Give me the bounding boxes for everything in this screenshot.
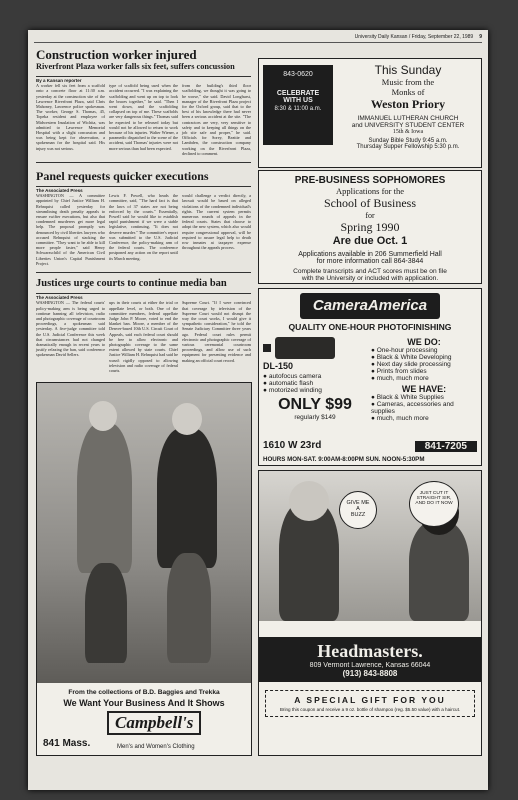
camera-features bbox=[263, 373, 367, 394]
biz-line4: for bbox=[365, 211, 375, 220]
headmasters-phone: (913) 843-8808 bbox=[342, 669, 398, 678]
camera-hours: HOURS MON-SAT. 9:00AM-8:00PM SUN. NOON-5:30PM bbox=[263, 456, 425, 463]
church-title1: This Sunday bbox=[374, 63, 442, 77]
camera-brand-icon bbox=[263, 344, 271, 352]
camera-icon bbox=[275, 337, 335, 359]
church-title2: Music from the bbox=[381, 77, 435, 87]
camera-feature: ● autofocus camera bbox=[263, 373, 367, 380]
we-have-item: ● Black & White Supplies bbox=[371, 394, 477, 401]
speech-bubble-buzz bbox=[339, 491, 377, 529]
biz-line9: Complete transcripts and ACT scores must be on file bbox=[293, 268, 447, 275]
church-bible-study: Sunday Bible Study 9:45 a.m. bbox=[368, 138, 448, 144]
church-address: 15th & Iowa bbox=[392, 129, 424, 135]
we-have-title: WE HAVE: bbox=[401, 384, 447, 394]
church-ad bbox=[258, 58, 482, 168]
biz-line3: School of Business bbox=[323, 196, 416, 210]
story3-col3: Supreme Court. "If I were convinced that coverage by television of the Supreme Court would not disrupt the way the court works, I would give it sympathetic consideration," he told the Senate Judiciary Committee three years ago. Federal court rules permit electronic and photographic coverage of various ceremonial courtroom proceedings, and allow use of such equipment for presenting evidence and making an official court record. bbox=[182, 300, 251, 363]
biz-line5: Spring 1990 bbox=[340, 220, 400, 234]
header-dateline: University Daily Kansan / Friday, September 22, 1989 bbox=[354, 34, 474, 40]
bubble1-line1: GIVE ME bbox=[346, 500, 370, 506]
we-do-item: ● Prints from slides bbox=[371, 368, 477, 375]
we-do-title: WE DO: bbox=[407, 337, 441, 347]
camera-america-logo: CameraAmerica bbox=[300, 293, 440, 319]
badge-celebrate: CELEBRATE bbox=[276, 90, 320, 97]
business-school-ad bbox=[258, 170, 482, 284]
biz-line8: for more information call 864-3844 bbox=[316, 258, 424, 265]
biz-line2: Applications for the bbox=[336, 186, 404, 196]
campbells-slogan: We Want Your Business And It Shows bbox=[63, 698, 225, 708]
camera-feature: ● motorized winding bbox=[263, 387, 367, 394]
coupon-fineprint: Bring this coupon and receive a 9 oz. bottle of shampoo (reg. $5.50 value) with a haircut. bbox=[279, 707, 461, 712]
story1-col1: A worker fell six feet from a scaffold onto a concrete floor at 11:30 a.m. yesterday at the construction site of the Lawrence Riverfront Plaza, said Chris Mahoney, Lawrence police spokesman. The worker, George S. Thomas, 45, Topeka resident and employee of Midwestern Insulation of Wichita, was admitted to Lawrence Memorial Hospital with a slight concussion and was being kept for observation, a spokesman for the hospital said. His injury was not serious. bbox=[36, 83, 105, 151]
we-have-item: ● much, much more bbox=[371, 415, 477, 422]
bubble1-line2: A bbox=[356, 506, 360, 512]
story2-col1: WASHINGTON — A committee appointed by Chief Justice William H. Rehnquist called yesterday for streamlining death penalty appeals to ensure swifter executions, but also that condemned murderers get more legal help. The proposal promptly was denounced by civil liberties lawyers who accused Rehnquist of stacking the committee. "They want to be able to kill more people faster," said Henry Schwarzschild of the American Civil Liberties Union's Capital Punishment Project. bbox=[36, 193, 105, 266]
church-title3: Monks of bbox=[391, 87, 425, 97]
campbells-collections: From the collections of B.D. Baggies and Trekka bbox=[68, 689, 220, 696]
church-title4: Weston Priory bbox=[370, 97, 446, 111]
story3-headline: Justices urge courts to continue media ban bbox=[36, 278, 227, 290]
celebrate-badge bbox=[263, 65, 333, 145]
biz-line10: with the University or included with application. bbox=[301, 275, 439, 282]
story3-byline: The Associated Press bbox=[36, 293, 251, 300]
biz-line6: Are due Oct. 1 bbox=[332, 235, 408, 247]
camera-phone: 841-7205 bbox=[415, 441, 477, 452]
headmasters-coupon bbox=[265, 690, 475, 717]
badge-with-us: WITH US bbox=[283, 97, 313, 104]
camera-headline: QUALITY ONE-HOUR PHOTOFINISHING bbox=[288, 322, 452, 332]
story3-body bbox=[36, 300, 251, 375]
story1-byline: By a Kansan reporter bbox=[36, 76, 251, 83]
speech-bubble-cut: JUST CUT IT STRAIGHT SIR, AND DO IT NOW bbox=[409, 481, 459, 527]
story1-col3: from the building's third floor scaffolding, we thought it was going to be worse," she said. David Longhurst, manager of the Riverfront Plaza project for the Oxford group, said that to the best of his knowledge there had never been a serious accident at the site. "The contractors are very, very sensitive to safety and to keeping all things on the job site safe and proper," he said. Officials for Sorey, Beattie and Lambden, the construction company working on the Riverfront Plaza, declined to comment. bbox=[182, 83, 251, 156]
story1-body bbox=[36, 83, 251, 158]
church-phone: 843-0620 bbox=[283, 71, 313, 78]
we-do-item: ● Next day slide processing bbox=[371, 361, 477, 368]
church-supper: Thursday Supper Fellowship 5:30 p.m. bbox=[356, 144, 460, 150]
story2-headline: Panel requests quicker executions bbox=[36, 169, 209, 184]
campbells-address: 841 Mass. bbox=[43, 738, 91, 749]
campbells-tagline: Men's and Women's Clothing bbox=[117, 744, 195, 750]
coupon-title: A SPECIAL GIFT FOR YOU bbox=[294, 695, 446, 705]
badge-times: 8:30 & 11:00 a.m. bbox=[274, 106, 322, 112]
newspaper-page bbox=[28, 30, 488, 790]
story2-body bbox=[36, 193, 251, 268]
story1-subhead: Riverfront Plaza worker falls six feet, suffers concussion bbox=[36, 62, 235, 71]
page-header bbox=[34, 34, 482, 43]
camera-address: 1610 W 23rd bbox=[263, 440, 322, 451]
story1-col2: type of scaffold being used when the accident occurred. "I was explaining the scaffolding and went up on top to look the braces together," he said. "Then I went down, and the scaffolding collapsed on top of me. These scaffolds are very dangerous things." Thomas said he expected to be released today but would not be allowed to return to work because of his injuries. Walter Wiener, a paramedic dispatched to the scene of the accident, said Thomas' injuries were not more serious than had been expected. bbox=[109, 83, 178, 151]
we-do-item: ● One-hour processing bbox=[371, 347, 477, 354]
page-number: 9 bbox=[479, 34, 482, 40]
story3-col1: WASHINGTON — The federal courts' policy-making arm is being urged to continue banning all television, radio and photographic coverage of courtroom proceedings, a spokesman said yesterday. A five-judge committee told the U.S. Judicial Conference this week that circumstances had not changed dramatically enough in recent years to justify relaxing the ban, said conference spokesman David Sellers. bbox=[36, 300, 105, 358]
story1-headline: Construction worker injured bbox=[36, 47, 197, 62]
church-name: IMMANUEL LUTHERAN CHURCH bbox=[357, 115, 459, 122]
models-photo bbox=[37, 383, 251, 683]
campbells-ad bbox=[36, 382, 252, 756]
we-do-list bbox=[371, 347, 477, 382]
biz-line7: Applications available in 206 Summerfield Hall bbox=[298, 251, 442, 258]
camera-price: ONLY $99 bbox=[278, 396, 352, 413]
headmasters-logo: Headmasters. bbox=[317, 641, 423, 661]
story2-byline: The Associated Press bbox=[36, 186, 251, 193]
we-do-item: ● Black & White Developing bbox=[371, 354, 477, 361]
camera-america-ad bbox=[258, 288, 482, 466]
bubble1-line3: BUZZ bbox=[350, 512, 366, 518]
headmasters-ad bbox=[258, 470, 482, 756]
headmasters-illustration bbox=[259, 471, 481, 621]
church-center: and UNIVERSITY STUDENT CENTER bbox=[351, 122, 465, 129]
campbells-logo: Campbell's bbox=[107, 711, 201, 735]
we-have-item: ● Cameras, accessories and supplies bbox=[371, 401, 477, 415]
news-column bbox=[36, 46, 251, 375]
story2-col3: would challenge a verdict directly, a lawsuit would be based on alleged violations of the condemned individual's rights. The current system permits numerous rounds of appeals in the federal courts. States that choose to adopt the new system, which also would require congressional approval, will be required to assure legal help to death row inmates at taxpayer expense throughout the appeals process. bbox=[182, 193, 251, 251]
camera-feature: ● automatic flash bbox=[263, 380, 367, 387]
we-do-item: ● much, much more bbox=[371, 375, 477, 382]
camera-regular-price: regularly $149 bbox=[294, 414, 336, 421]
we-have-list bbox=[371, 394, 477, 422]
camera-model: DL-150 bbox=[263, 361, 294, 371]
story3-col2: ups in their courts at either the trial or appellate level, or both. One of the committee members, federal appellate Judge John P. Moore, voted to end the blanket ban. Moore, a member of the Denver-based 10th U.S. Circuit Court of Appeals, said each federal court should be free to allow electronic and photographic coverage to the same extent allowed by state courts. Chief Justice William H. Rehnquist had said he wasn't rigidly opposed to allowing television and radio coverage of federal courts. bbox=[109, 300, 178, 373]
headmasters-address: 809 Vermont Lawrence, Kansas 66044 bbox=[309, 662, 431, 669]
biz-line1: PRE-BUSINESS SOPHOMORES bbox=[294, 175, 446, 186]
story2-col2: Lewis F. Powell, who heads the committee, said, "The hard fact is that the laws of 37 states are not being enforced by the courts." Essentially, Powell said he would like to establish rapid punishment if we were a stable legislative, continuing, "It does not deserve murder." The committee's report was submitted to the U.S. Judicial Conference, the policy-making arm of the federal courts. The conference postponed any action on the report until its March meeting. bbox=[109, 193, 178, 261]
